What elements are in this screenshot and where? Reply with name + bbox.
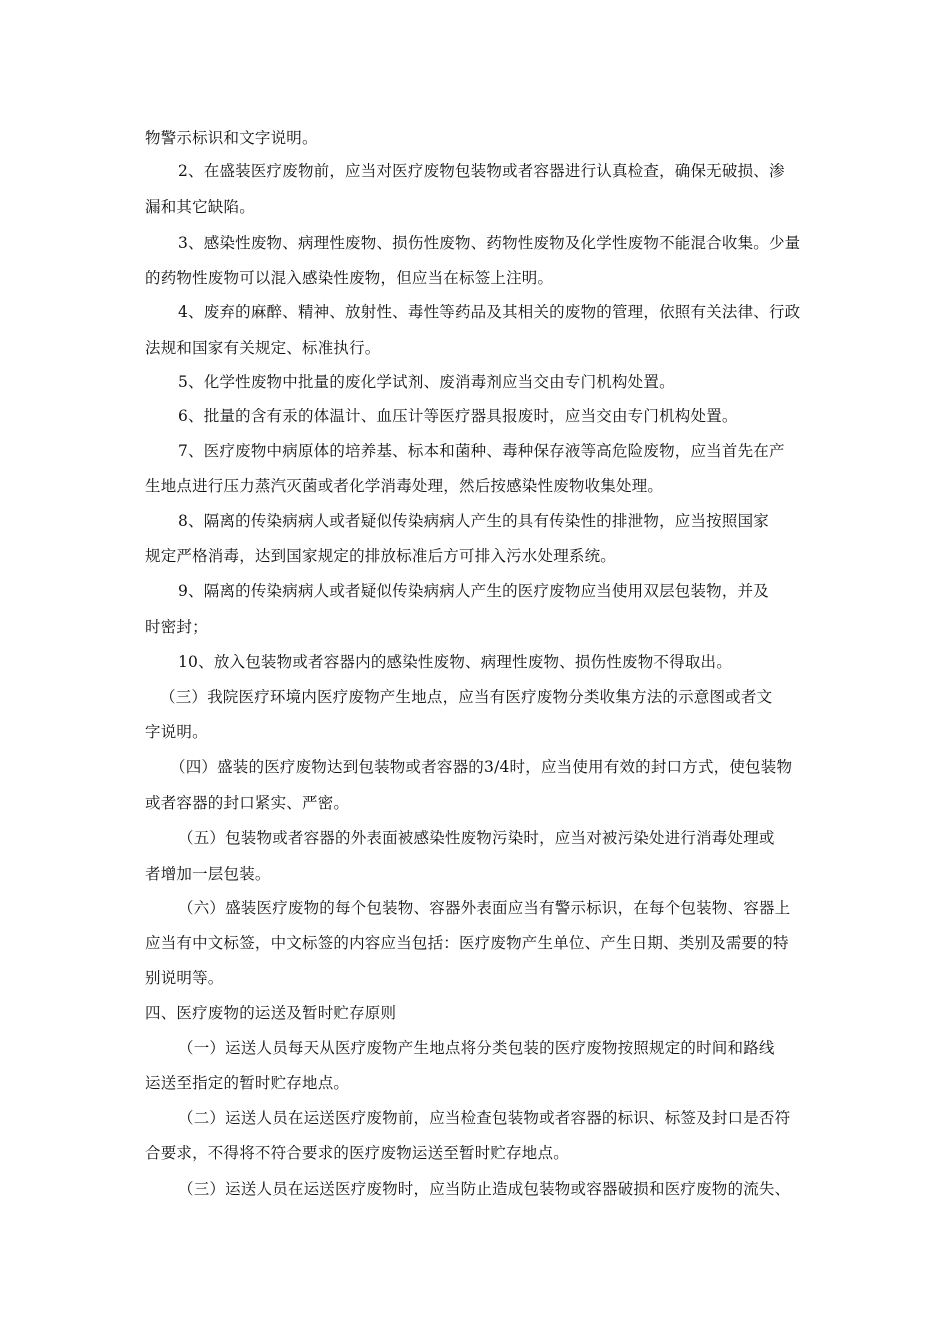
text-line: （三）运送人员在运送医疗废物时，应当防止造成包装物或容器破损和医疗废物的流失、: [178, 1180, 791, 1198]
text-line: 4、废弃的麻醉、精神、放射性、毒性等药品及其相关的废物的管理，依照有关法律、行政: [178, 303, 801, 321]
text-line: 运送至指定的暂时贮存地点。: [145, 1074, 350, 1092]
text-line: 5、化学性废物中批量的废化学试剂、废消毒剂应当交由专门机构处置。: [178, 373, 675, 391]
text-line: 法规和国家有关规定、标准执行。: [145, 339, 381, 357]
text-line: 应当有中文标签，中文标签的内容应当包括：医疗废物产生单位、产生日期、类别及需要的特: [145, 934, 789, 952]
text-line: （五）包装物或者容器的外表面被感染性废物污染时，应当对被污染处进行消毒处理或: [178, 829, 775, 847]
text-line: 生地点进行压力蒸汽灭菌或者化学消毒处理，然后按感染性废物收集处理。: [145, 477, 664, 495]
text-line: 或者容器的封口紧实、严密。: [145, 794, 350, 812]
text-line: 者增加一层包装。: [145, 865, 271, 883]
text-line: 的药物性废物可以混入感染性废物，但应当在标签上注明。: [145, 269, 554, 287]
text-line: 9、隔离的传染病病人或者疑似传染病病人产生的医疗废物应当使用双层包装物，并及: [178, 582, 769, 600]
text-line: 6、批量的含有汞的体温计、血压计等医疗器具报废时，应当交由专门机构处置。: [178, 407, 738, 425]
text-line: 10、放入包装物或者容器内的感染性废物、病理性废物、损伤性废物不得取出。: [178, 653, 732, 671]
text-line: （四）盛装的医疗废物达到包装物或者容器的3/4时，应当使用有效的封口方式，使包装物: [170, 758, 793, 776]
text-line: 物警示标识和文字说明。: [145, 129, 318, 147]
text-line: （六）盛装医疗废物的每个包装物、容器外表面应当有警示标识，在每个包装物、容器上: [178, 899, 791, 917]
text-line: （三）我院医疗环境内医疗废物产生地点，应当有医疗废物分类收集方法的示意图或者文: [160, 688, 773, 706]
text-line: 字说明。: [145, 723, 208, 741]
text-line: （一）运送人员每天从医疗废物产生地点将分类包装的医疗废物按照规定的时间和路线: [178, 1039, 775, 1057]
text-line: 8、隔离的传染病病人或者疑似传染病病人产生的具有传染性的排泄物，应当按照国家: [178, 512, 769, 530]
text-line: 7、医疗废物中病原体的培养基、标本和菌种、毒种保存液等高危险废物，应当首先在产: [178, 442, 785, 460]
text-line: 别说明等。: [145, 969, 224, 987]
text-line: 漏和其它缺陷。: [145, 198, 255, 216]
text-line: 时密封；: [145, 618, 208, 636]
text-line: 3、感染性废物、病理性废物、损伤性废物、药物性废物及化学性废物不能混合收集。少量: [178, 234, 801, 252]
text-line: 规定严格消毒，达到国家规定的排放标准后方可排入污水处理系统。: [145, 547, 617, 565]
section-heading: 四、医疗废物的运送及暂时贮存原则: [145, 1004, 397, 1022]
text-line: 合要求，不得将不符合要求的医疗废物运送至暂时贮存地点。: [145, 1144, 569, 1162]
text-line: 2、在盛装医疗废物前，应当对医疗废物包装物或者容器进行认真检查，确保无破损、渗: [178, 162, 785, 180]
text-line: （二）运送人员在运送医疗废物前，应当检查包装物或者容器的标识、标签及封口是否符: [178, 1109, 791, 1127]
